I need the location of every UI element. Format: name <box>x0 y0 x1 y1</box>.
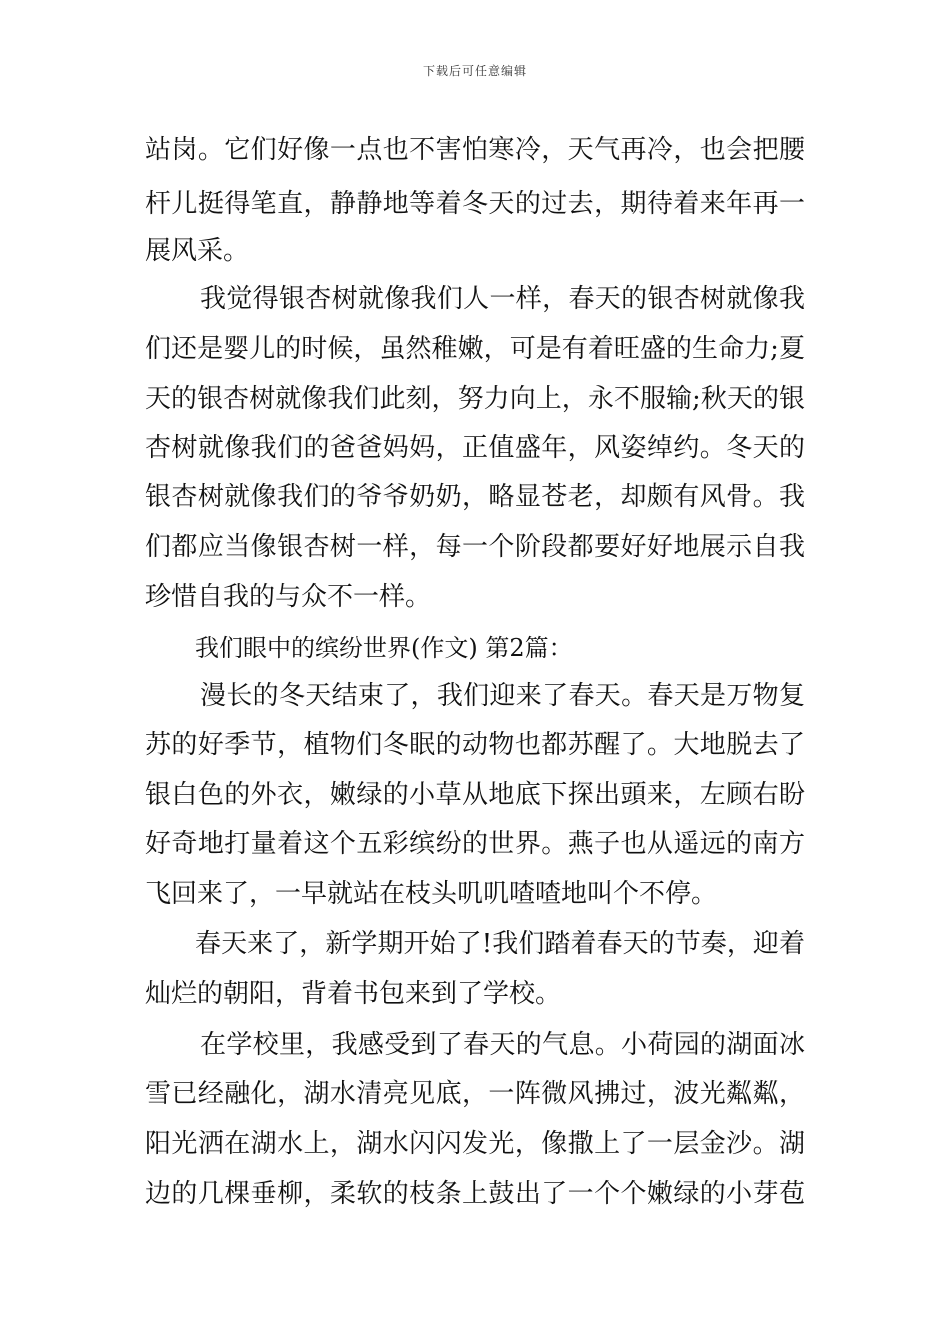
section-heading: 我们眼中的缤纷世界(作文) 第2篇： <box>195 634 573 662</box>
text-line: 天的银杏树就像我们此刻，努力向上，永不服输;秋天的银 <box>145 384 805 414</box>
text-line: 展风采。 <box>145 236 250 266</box>
text-line: 们还是婴儿的时候，虽然稚嫩，可是有着旺盛的生命力;夏 <box>145 334 805 364</box>
text-line: 们都应当像银杏树一样，每一个阶段都要好好地展示自我 <box>145 532 805 562</box>
page-header: 下载后可任意编辑 <box>422 64 527 78</box>
text-line: 珍惜自我的与众不一样。 <box>145 582 432 612</box>
paragraph-start-line: 我觉得银杏树就像我们人一样，春天的银杏树就像我 <box>200 284 805 314</box>
text-line: 银白色的外衣，嫩绿的小草从地底下探出頭来，左顾右盼 <box>145 780 805 810</box>
text-line: 杆儿挺得笔直，静静地等着冬天的过去，期待着来年再一 <box>145 189 805 219</box>
text-line: 飞回来了，一早就站在枝头叽叽喳喳地叫个不停。 <box>145 879 718 909</box>
text-line: 站岗。它们好像一点也不害怕寒冷，天气再冷，也会把腰 <box>145 135 805 165</box>
text-line: 杏树就像我们的爸爸妈妈，正值盛年，风姿绰约。冬天的 <box>145 433 805 463</box>
text-line: 雪已经融化，湖水清亮见底，一阵微风拂过，波光粼粼， <box>145 1079 805 1109</box>
text-line: 边的几棵垂柳，柔软的枝条上鼓出了一个个嫩绿的小芽苞 <box>145 1179 805 1209</box>
text-line: 银杏树就像我们的爷爷奶奶，略显苍老，却颇有风骨。我 <box>145 482 805 512</box>
text-line: 苏的好季节，植物们冬眠的动物也都苏醒了。大地脱去了 <box>145 730 805 760</box>
text-line: 灿烂的朝阳，背着书包来到了学校。 <box>145 979 562 1009</box>
text-line: 好奇地打量着这个五彩缤纷的世界。燕子也从遥远的南方 <box>145 829 805 859</box>
paragraph-start-line: 春天来了，新学期开始了!我们踏着春天的节奏，迎着 <box>195 929 805 959</box>
paragraph-start-line: 漫长的冬天结束了，我们迎来了春天。春天是万物复 <box>200 681 805 711</box>
text-line: 阳光洒在湖水上，湖水闪闪发光，像撒上了一层金沙。湖 <box>145 1129 805 1159</box>
paragraph-start-line: 在学校里，我感受到了春天的气息。小荷园的湖面冰 <box>200 1030 805 1060</box>
